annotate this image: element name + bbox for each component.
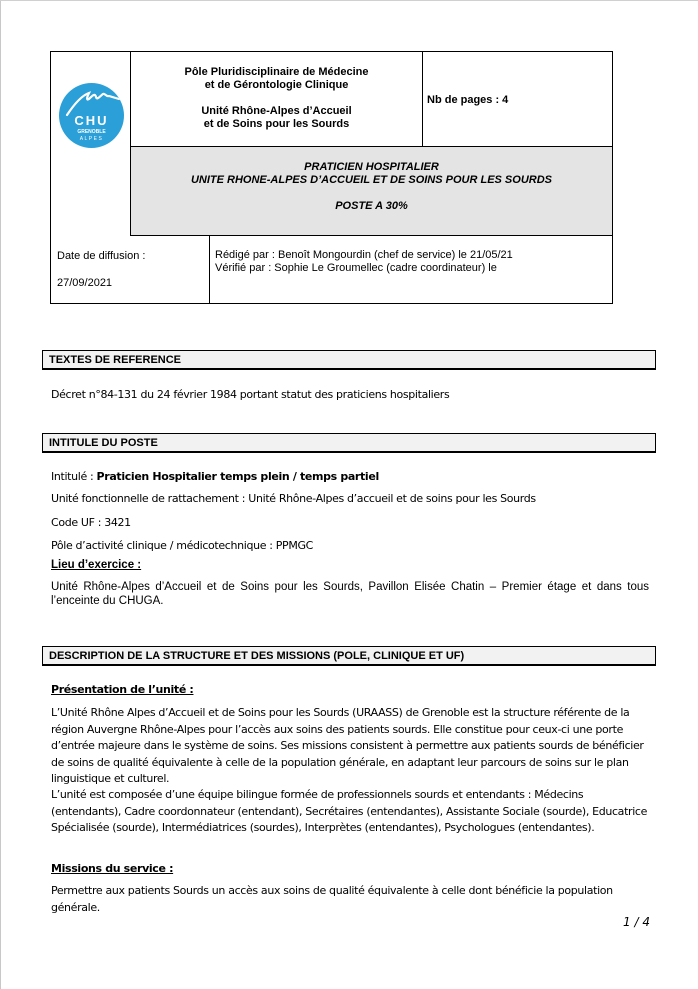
logo-line2: ALPES bbox=[79, 136, 104, 142]
logo-brand: CHU bbox=[74, 113, 109, 128]
pole-line1: Pôle Pluridisciplinaire de Médecine bbox=[184, 66, 369, 78]
unit-line1: Unité Rhône-Alpes d’Accueil bbox=[201, 105, 352, 117]
post-line2: UNITE RHONE-ALPES D’ACCUEIL ET DE SOINS POUR LES SOURDS bbox=[190, 174, 552, 186]
presentation-paragraph-2: L’unité est composée d’une équipe bilingue formée de professionnels sourds et entendants : Médecins (entendants), Cadre coordonnateur (entendant), Secrétaires (entendantes), Assistante Sociale (sourde), Educatrice Spécialisée (sourde), Intermédiatrices (sourdes), Interprètes (entendantes), Psychologues (entendantes). bbox=[51, 788, 648, 834]
missions-text: Permettre aux patients Sourds un accès aux soins de qualité équivalente à celle dont bénéficie la population générale. bbox=[51, 884, 613, 914]
post-line1: PRATICIEN HOSPITALIER bbox=[304, 161, 439, 173]
missions-title: Missions du service : bbox=[51, 862, 174, 875]
presentation-title: Présentation de l’unité : bbox=[51, 683, 194, 696]
references-text: Décret n°84-131 du 24 février 1984 portant statut des praticiens hospitaliers bbox=[51, 388, 450, 401]
page-count: Nb de pages : 4 bbox=[423, 52, 612, 147]
intitule-value: Praticien Hospitalier temps plein / temps partiel bbox=[96, 470, 379, 483]
intitule-label: Intitulé : bbox=[51, 470, 97, 483]
logo-cell bbox=[51, 52, 131, 236]
uf-line: Unité fonctionnelle de rattachement : Unité Rhône-Alpes d’accueil et de soins pour les Sourds bbox=[51, 492, 536, 505]
pole-title-cell bbox=[131, 52, 423, 147]
intitule-line bbox=[51, 469, 651, 486]
logo-line1: GRENOBLE bbox=[77, 129, 106, 135]
written-by: Rédigé par : Benoît Mongourdin (chef de service) le 21/05/21 bbox=[215, 249, 513, 261]
date-cell bbox=[51, 236, 210, 303]
document-header-table bbox=[50, 51, 613, 304]
pole-line: Pôle d’activité clinique / médicotechnique : PPMGC bbox=[51, 539, 313, 552]
chu-grenoble-logo-icon bbox=[59, 83, 124, 148]
presentation-paragraph-1: L’Unité Rhône Alpes d’Accueil et de Soins pour les Sourds (URAASS) de Grenoble est la structure référente de la région Auvergne Rhône-Alpes pour l’accès aux soins des patients sourds. Elle constitue pour ceux-ci une porte d’entrée majeure dans le système de soins. Ses missions consistent à permettre aux patients sourds de bénéficier de soins de qualité équivalente à celle de la population générale, en adaptant leur parcours de soins sur le plan linguistique et culturel. bbox=[51, 706, 644, 785]
code-uf-line: Code UF : 3421 bbox=[51, 516, 131, 529]
verified-by: Vérifié par : Sophie Le Groumellec (cadre coordinateur) le bbox=[215, 262, 497, 274]
lieu-text: Unité Rhône-Alpes d’Accueil et de Soins pour les Sourds, Pavillon Elisée Chatin – Premier étage et dans tous l’enceinte du CHUGA. bbox=[51, 581, 649, 607]
signature-cell bbox=[210, 236, 612, 303]
lieu-title: Lieu d’exercice : bbox=[51, 559, 142, 571]
unit-line2: et de Soins pour les Sourds bbox=[203, 118, 350, 130]
section-header-post: INTITULE DU POSTE bbox=[42, 433, 656, 453]
section-header-description: DESCRIPTION DE LA STRUCTURE ET DES MISSIONS (POLE, CLINIQUE ET UF) bbox=[42, 646, 656, 666]
post-title-cell bbox=[131, 147, 612, 236]
pole-line2: et de Gérontologie Clinique bbox=[204, 79, 349, 91]
date-value: 27/09/2021 bbox=[57, 277, 113, 289]
section-header-references: TEXTES DE REFERENCE bbox=[42, 350, 656, 370]
page-edge bbox=[0, 0, 698, 1]
page-edge bbox=[0, 0, 1, 989]
date-label: Date de diffusion : bbox=[57, 250, 146, 262]
post-line3: POSTE A 30% bbox=[335, 200, 408, 212]
page-number: 1 / 4 bbox=[623, 915, 650, 929]
